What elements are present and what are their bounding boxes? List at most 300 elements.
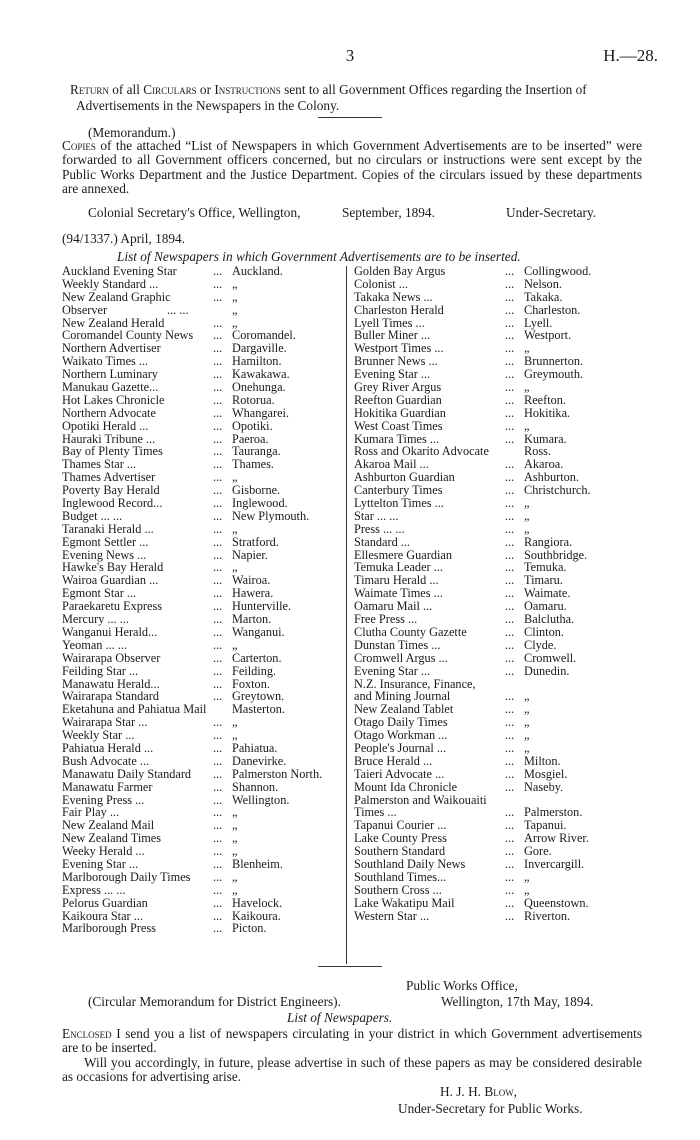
- newspaper-name: Palmerston and Waikouaiti: [354, 792, 487, 807]
- leader-dots: ...: [213, 637, 223, 652]
- leader-dots: ...: [213, 405, 223, 420]
- newspaper-name: Buller Miner ...: [354, 328, 431, 343]
- leader-dots: ...: [213, 740, 223, 755]
- newspaper-name: Manukau Gazette...: [62, 380, 159, 395]
- newspaper-place: Opotiki.: [232, 418, 273, 433]
- leader-dots: ...: [505, 599, 515, 614]
- leader-dots: ...: [505, 766, 515, 781]
- leader-dots: ...: [505, 508, 515, 523]
- newspaper-entry: [354, 742, 644, 755]
- newspaper-place: Picton.: [232, 921, 267, 936]
- leader-dots: ...: [213, 586, 223, 601]
- leader-dots: ...: [213, 663, 223, 678]
- memorandum-date: September, 1894.: [342, 205, 435, 220]
- circular-body-2: Will you accordingly, in future, please advertise in such of these papers as may be considered desirable as occasions for advertising arise.: [62, 1055, 642, 1085]
- leader-dots: ...: [213, 508, 223, 523]
- newspaper-name: Lyttelton Times ...: [354, 496, 444, 511]
- newspaper-name: Southland Times...: [354, 869, 447, 884]
- leader-dots: ...: [213, 869, 223, 884]
- newspaper-name: Wairoa Guardian ...: [62, 573, 159, 588]
- leader-dots: ...: [213, 496, 223, 511]
- newspaper-place: „: [232, 869, 238, 884]
- newspaper-place: Christchurch.: [524, 483, 591, 498]
- newspaper-name: Observer: [62, 302, 108, 317]
- newspaper-place: Hamilton.: [232, 354, 282, 369]
- leader-dots: ...: [213, 766, 223, 781]
- newspaper-place: Ashburton.: [524, 470, 579, 485]
- leader-dots: ...: [505, 740, 515, 755]
- newspaper-name: Oamaru Mail ...: [354, 599, 433, 614]
- newspaper-name: Manawatu Daily Standard: [62, 766, 192, 781]
- leader-dots: ...: [505, 496, 515, 511]
- newspaper-name: Southern Cross ...: [354, 882, 442, 897]
- memorandum-signatory: Under-Secretary.: [506, 205, 597, 220]
- title-or: or: [196, 82, 215, 97]
- leader-dots: ...: [213, 844, 223, 859]
- leader-dots: ...: [213, 341, 223, 356]
- leader-dots: ...: [505, 637, 515, 652]
- newspaper-place: „: [524, 702, 530, 717]
- newspaper-place: „: [232, 315, 238, 330]
- newspaper-place: Greytown.: [232, 689, 285, 704]
- newspaper-name: N.Z. Insurance, Finance,: [354, 676, 476, 691]
- leader-dots: ...: [213, 315, 223, 330]
- newspaper-name: Hokitika Guardian: [354, 405, 446, 420]
- leader-dots: ...: [505, 650, 515, 665]
- newspaper-entry: [354, 781, 644, 794]
- newspaper-name: Evening Press ...: [62, 792, 145, 807]
- newspaper-entry: [354, 626, 644, 639]
- newspaper-name: Otago Daily Times: [354, 715, 448, 730]
- list-heading-text: List of Newspapers in which Government Advertisements are to be inserted.: [117, 249, 521, 264]
- newspaper-place: Naseby.: [524, 779, 564, 794]
- newspaper-entry: [62, 884, 344, 897]
- leader-dots: ...: [505, 521, 515, 536]
- newspaper-list-right: [354, 265, 644, 922]
- leader-dots: ...: [213, 805, 223, 820]
- newspaper-place: Dargaville.: [232, 341, 287, 356]
- newspaper-name: Tapanui Courier ...: [354, 818, 447, 833]
- newspaper-place: Gisborne.: [232, 483, 281, 498]
- leader-dots: ...: [213, 457, 223, 472]
- newspaper-place: „: [232, 276, 238, 291]
- leader-dots: ...: [505, 547, 515, 562]
- newspaper-place: Tauranga.: [232, 444, 281, 459]
- title-circulars: Circulars: [143, 82, 197, 97]
- newspaper-name: Free Press ...: [354, 612, 418, 627]
- newspaper-name: Feilding Star ...: [62, 663, 139, 678]
- newspaper-entry: [354, 755, 644, 768]
- newspaper-entry: [354, 884, 644, 897]
- newspaper-entry: [62, 394, 344, 407]
- newspaper-name: Egmont Settler ...: [62, 534, 149, 549]
- newspaper-name: Kumara Times ...: [354, 431, 440, 446]
- newspaper-place: Shannon.: [232, 779, 279, 794]
- newspaper-name: Cromwell Argus ...: [354, 650, 448, 665]
- newspaper-name: Manawatu Farmer: [62, 779, 153, 794]
- newspaper-place: „: [232, 882, 238, 897]
- leader-dots: ...: [505, 728, 515, 743]
- newspaper-name: Hot Lakes Chronicle: [62, 392, 165, 407]
- newspaper-place: Temuka.: [524, 560, 567, 575]
- leader-dots: ...: [505, 483, 515, 498]
- newspaper-name: Grey River Argus: [354, 380, 442, 395]
- newspaper-entry: [354, 420, 644, 433]
- leader-dots: ...: [505, 264, 515, 278]
- leader-dots: ...: [213, 895, 223, 910]
- leader-dots: ...: [505, 457, 515, 472]
- newspaper-place: Takaka.: [524, 289, 563, 304]
- newspaper-place: „: [232, 818, 238, 833]
- newspaper-name: Kaikoura Star ...: [62, 908, 143, 923]
- leader-dots: ...: [213, 418, 223, 433]
- leader-dots: ...: [213, 612, 223, 627]
- newspaper-name: Paraekaretu Express: [62, 599, 163, 614]
- leader-dots: ...: [505, 844, 515, 859]
- newspaper-place: Danevirke.: [232, 753, 287, 768]
- newspaper-name: Evening Star ...: [354, 663, 431, 678]
- newspaper-place: „: [524, 508, 530, 523]
- newspaper-name: Wairarapa Standard: [62, 689, 159, 704]
- circular-subheading-text: List of Newspapers.: [287, 1010, 393, 1025]
- newspaper-place: Queenstown.: [524, 895, 589, 910]
- newspaper-entry: [354, 613, 644, 626]
- newspaper-place: „: [524, 728, 530, 743]
- title-text-1: of all: [108, 82, 144, 97]
- newspaper-place: Charleston.: [524, 302, 581, 317]
- signature-title: Under-Secretary for Public Works.: [398, 1101, 583, 1116]
- newspaper-name: Ross and Okarito Advocate: [354, 444, 489, 459]
- leader-dots: ...: [505, 663, 515, 678]
- newspaper-entry: [62, 265, 344, 278]
- newspaper-entry: [354, 910, 644, 923]
- newspaper-entry: [354, 871, 644, 884]
- newspaper-name: Auckland Evening Star: [62, 264, 177, 278]
- newspaper-name: Golden Bay Argus: [354, 264, 446, 278]
- title-rule: [318, 117, 382, 118]
- leader-dots: ...: [505, 882, 515, 897]
- leader-dots: ...: [505, 470, 515, 485]
- newspaper-name: Marlborough Press: [62, 921, 156, 936]
- newspaper-name: Budget ... ...: [62, 508, 123, 523]
- newspaper-name: Ashburton Guardian: [354, 470, 455, 485]
- leader-dots: ...: [505, 856, 515, 871]
- newspaper-name: Bruce Herald ...: [354, 753, 433, 768]
- newspaper-entry: [62, 897, 344, 910]
- newspaper-place: Thames.: [232, 457, 275, 472]
- newspaper-place: Westport.: [524, 328, 572, 343]
- newspaper-place: „: [232, 728, 238, 743]
- newspaper-place: „: [232, 831, 238, 846]
- memorandum-text: of the attached “List of Newspapers in which Government Advertisements are to be inserted” were forwarded to all Government officers concerned, but no circulars or instructions were sent except by the Public Works Department and the Justice Department. Copies of the circulars issued by these departments are annexed.: [62, 138, 642, 196]
- leader-dots: ...: [213, 354, 223, 369]
- newspaper-entry: [62, 768, 344, 781]
- newspaper-place: Napier.: [232, 547, 268, 562]
- newspaper-name: Wairarapa Observer: [62, 650, 161, 665]
- newspaper-place: Feilding.: [232, 663, 277, 678]
- newspaper-place: Blenheim.: [232, 856, 283, 871]
- newspaper-name: New Zealand Graphic: [62, 289, 171, 304]
- newspaper-place: „: [232, 715, 238, 730]
- leader-dots: ...: [213, 676, 223, 691]
- leader-dots: ...: [505, 354, 515, 369]
- newspaper-name: Brunner News ...: [354, 354, 438, 369]
- newspaper-name: Standard ...: [354, 534, 411, 549]
- newspaper-place: Dunedin.: [524, 663, 570, 678]
- newspaper-place: Paeroa.: [232, 431, 269, 446]
- newspaper-entry: [354, 407, 644, 420]
- newspaper-name: Thames Advertiser: [62, 470, 156, 485]
- leader-dots: ...: [505, 753, 515, 768]
- leader-dots: ...: [505, 392, 515, 407]
- leader-dots: ...: [505, 586, 515, 601]
- leader-dots: ...: [213, 380, 223, 395]
- newspaper-name: Fair Play ...: [62, 805, 120, 820]
- newspaper-entry: [62, 871, 344, 884]
- newspaper-entry: [62, 420, 344, 433]
- newspaper-place: Invercargill.: [524, 856, 585, 871]
- newspaper-place: Onehunga.: [232, 380, 286, 395]
- newspaper-name: Akaroa Mail ...: [354, 457, 429, 472]
- newspaper-name: Lake Wakatipu Mail: [354, 895, 455, 910]
- newspaper-place: „: [524, 715, 530, 730]
- newspaper-entry: [354, 652, 644, 665]
- list-reference: (94/1337.) April, 1894.: [62, 231, 185, 246]
- newspaper-name: Timaru Herald ...: [354, 573, 439, 588]
- newspaper-place: Collingwood.: [524, 264, 592, 278]
- newspaper-entry: [62, 523, 344, 536]
- newspaper-name: Northern Luminary: [62, 367, 158, 382]
- newspaper-name: Clutha County Gazette: [354, 624, 467, 639]
- leader-dots: ...: [213, 856, 223, 871]
- newspaper-place: Brunnerton.: [524, 354, 584, 369]
- newspaper-entry: [62, 652, 344, 665]
- newspaper-entry: [62, 639, 344, 652]
- newspaper-name: Pahiatua Herald ...: [62, 740, 154, 755]
- newspaper-place: Reefton.: [524, 392, 567, 407]
- newspaper-place: Carterton.: [232, 650, 282, 665]
- newspaper-name: Mount Ida Chronicle: [354, 779, 458, 794]
- newspaper-place: Kumara.: [524, 431, 567, 446]
- newspaper-place: „: [524, 496, 530, 511]
- newspaper-entry: [62, 381, 344, 394]
- newspaper-place: Wanganui.: [232, 624, 285, 639]
- newspaper-entry: [62, 626, 344, 639]
- leader-dots: ...: [213, 921, 223, 936]
- leader-dots: ...: [505, 908, 515, 923]
- leader-dots: ...: [213, 367, 223, 382]
- leader-dots: ...: [505, 624, 515, 639]
- newspaper-name: Lake County Press: [354, 831, 447, 846]
- newspaper-place: Wellington.: [232, 792, 290, 807]
- newspaper-name: Coromandel County News: [62, 328, 194, 343]
- newspaper-name: Takaka News ...: [354, 289, 433, 304]
- leader-dots: ...: [213, 650, 223, 665]
- leader-dots: ...: [213, 289, 223, 304]
- leader-dots: ...: [505, 715, 515, 730]
- newspaper-name: and Mining Journal: [354, 689, 451, 704]
- newspaper-entry: [62, 304, 344, 317]
- newspaper-name: Pelorus Guardian: [62, 895, 148, 910]
- newspaper-place: Masterton.: [232, 702, 285, 717]
- leader-dots: ...: [213, 547, 223, 562]
- newspaper-name: Hauraki Tribune ...: [62, 431, 156, 446]
- newspaper-place: Wairoa.: [232, 573, 271, 588]
- newspaper-entry: [354, 381, 644, 394]
- newspaper-place: Hokitika.: [524, 405, 571, 420]
- newspaper-place: Kawakawa.: [232, 367, 290, 382]
- newspaper-name: Wairarapa Star ...: [62, 715, 148, 730]
- leader-dots: ...: [505, 689, 515, 704]
- newspaper-name: Weekly Star ...: [62, 728, 135, 743]
- leader-dots: ...: [505, 534, 515, 549]
- newspaper-place: Whangarei.: [232, 405, 290, 420]
- newspaper-place: „: [232, 637, 238, 652]
- newspaper-place: „: [232, 521, 238, 536]
- newspaper-place: Inglewood.: [232, 496, 288, 511]
- newspaper-name: People's Journal ...: [354, 740, 447, 755]
- newspaper-name: Inglewood Record...: [62, 496, 163, 511]
- leader-dots: ...: [505, 289, 515, 304]
- newspaper-name: Canterbury Times: [354, 483, 443, 498]
- leader-dots: ...: [213, 573, 223, 588]
- leader-dots: ...: [213, 818, 223, 833]
- leader-dots: ...: [213, 276, 223, 291]
- newspaper-name: Times ...: [354, 805, 397, 820]
- leader-dots: ...: [213, 521, 223, 536]
- circular-text-1: I send you a list of newspapers circulating in your district in which Government advertisements are to be inserted.: [62, 1026, 642, 1056]
- newspaper-place: Arrow River.: [524, 831, 589, 846]
- newspaper-place: „: [232, 805, 238, 820]
- leader-dots: ...: [505, 560, 515, 575]
- newspaper-name: Bush Advocate ...: [62, 753, 150, 768]
- leader-dots: ...: [505, 431, 515, 446]
- newspaper-entry: [354, 510, 644, 523]
- leader-dots: ...: [213, 470, 223, 485]
- newspaper-entry: [354, 858, 644, 871]
- newspaper-name: Southland Daily News: [354, 856, 466, 871]
- newspaper-name: Northern Advertiser: [62, 341, 161, 356]
- return-title: [70, 82, 656, 114]
- newspaper-place: Kaikoura.: [232, 908, 281, 923]
- circular-lead: Enclosed: [62, 1026, 112, 1041]
- leader-dots: ...: [505, 573, 515, 588]
- newspaper-name: New Zealand Tablet: [354, 702, 454, 717]
- leader-dots: ...: [505, 302, 515, 317]
- list-heading: [117, 249, 521, 265]
- leader-dots: ...: [213, 431, 223, 446]
- newspaper-entry: [62, 665, 344, 678]
- newspaper-place: Marton.: [232, 612, 272, 627]
- leader-dots: ...: [505, 418, 515, 433]
- leader-dots: ...: [213, 753, 223, 768]
- leader-dots: ...: [213, 689, 223, 704]
- memorandum-body: [62, 139, 642, 196]
- memorandum-office: Colonial Secretary's Office, Wellington,: [88, 205, 301, 220]
- leader-dots: ...: [213, 534, 223, 549]
- newspaper-place: „: [524, 380, 530, 395]
- newspaper-entry: [354, 265, 644, 278]
- leader-dots: ... ...: [167, 302, 189, 317]
- newspaper-place: „: [232, 560, 238, 575]
- newspaper-name: Manawatu Herald...: [62, 676, 160, 691]
- newspaper-place: „: [232, 470, 238, 485]
- newspaper-place: „: [524, 740, 530, 755]
- column-divider: [346, 266, 347, 964]
- newspaper-place: „: [524, 418, 530, 433]
- newspaper-entry: [62, 291, 344, 304]
- leader-dots: ...: [505, 779, 515, 794]
- newspaper-name: Colonist ...: [354, 276, 408, 291]
- signature-name: [440, 1084, 517, 1100]
- leader-dots: ...: [213, 831, 223, 846]
- leader-dots: ...: [505, 405, 515, 420]
- newspaper-place: Balclutha.: [524, 612, 575, 627]
- leader-dots: ...: [213, 728, 223, 743]
- newspaper-entry: [354, 897, 644, 910]
- newspaper-name: Bay of Plenty Times: [62, 444, 163, 459]
- newspaper-name: Thames Star ...: [62, 457, 137, 472]
- circular-heading: (Circular Memorandum for District Engineers).: [88, 994, 341, 1009]
- newspaper-name: Poverty Bay Herald: [62, 483, 160, 498]
- newspaper-entry: [62, 613, 344, 626]
- leader-dots: ...: [213, 560, 223, 575]
- newspaper-entry: [62, 278, 344, 291]
- newspaper-entry: [354, 639, 644, 652]
- circular-body-1: [62, 1027, 642, 1056]
- newspaper-name: Evening Star ...: [354, 367, 431, 382]
- newspaper-name: Press ... ...: [354, 521, 405, 536]
- leader-dots: ...: [213, 715, 223, 730]
- newspaper-place: Timaru.: [524, 573, 563, 588]
- newspaper-place: „: [524, 869, 530, 884]
- newspaper-entry: [354, 523, 644, 536]
- newspaper-entry: [62, 781, 344, 794]
- newspaper-place: Nelson.: [524, 276, 562, 291]
- newspaper-place: Palmerston.: [524, 805, 583, 820]
- newspaper-place: „: [232, 289, 238, 304]
- leader-dots: ...: [505, 702, 515, 717]
- newspaper-name: Yeoman ... ...: [62, 637, 128, 652]
- leader-dots: ...: [505, 367, 515, 382]
- title-lead: Return: [70, 82, 109, 97]
- leader-dots: ...: [505, 805, 515, 820]
- circular-date: Wellington, 17th May, 1894.: [441, 994, 594, 1009]
- newspaper-name: Southern Standard: [354, 844, 446, 859]
- newspaper-name: Star ... ...: [354, 508, 399, 523]
- newspaper-entry: [354, 291, 644, 304]
- newspaper-place: „: [232, 844, 238, 859]
- newspaper-place: Cromwell.: [524, 650, 577, 665]
- newspaper-name: Northern Advocate: [62, 405, 156, 420]
- circular-office: Public Works Office,: [406, 978, 518, 993]
- newspaper-place: Mosgiel.: [524, 766, 568, 781]
- newspaper-place: Southbridge.: [524, 547, 588, 562]
- newspaper-entry: [62, 742, 344, 755]
- newspaper-place: „: [524, 882, 530, 897]
- newspaper-place: New Plymouth.: [232, 508, 310, 523]
- newspaper-name: Charleston Herald: [354, 302, 444, 317]
- leader-dots: ...: [505, 869, 515, 884]
- newspaper-name: Otago Workman ...: [354, 728, 448, 743]
- newspaper-name: Lyell Times ...: [354, 315, 425, 330]
- memorandum-lead: Copies: [62, 138, 96, 153]
- newspaper-name: Reefton Guardian: [354, 392, 442, 407]
- newspaper-entry: [62, 407, 344, 420]
- newspaper-entry: [354, 278, 644, 291]
- newspaper-name: Evening News ...: [62, 547, 147, 562]
- leader-dots: ...: [505, 380, 515, 395]
